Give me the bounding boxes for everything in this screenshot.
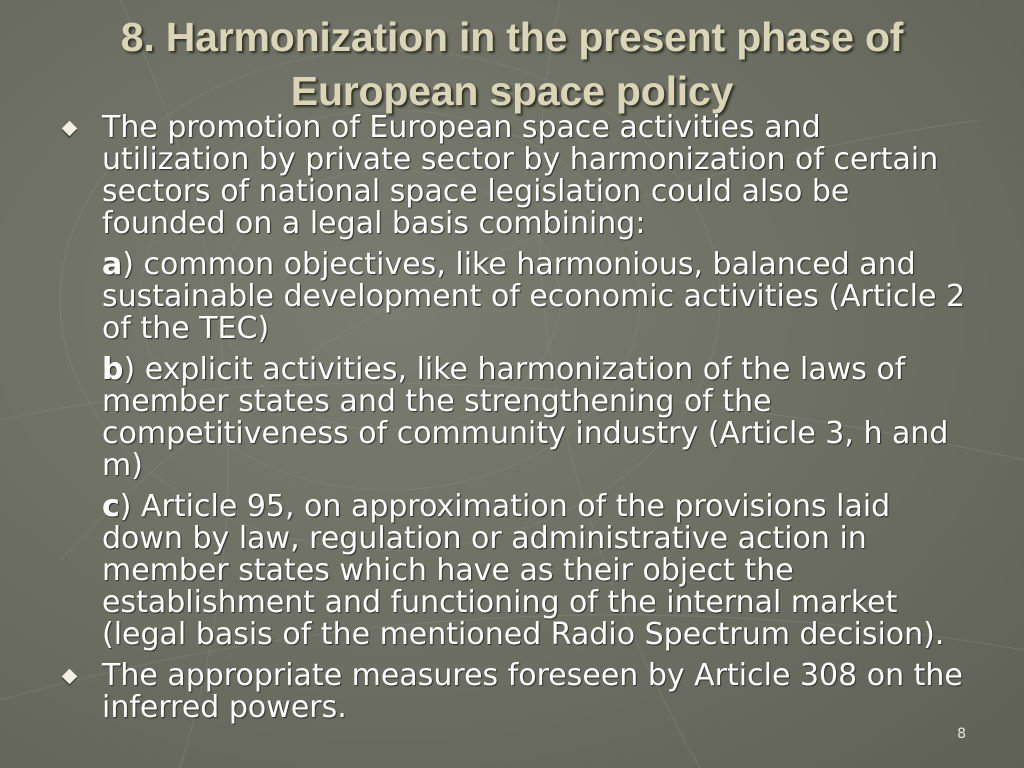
sub-item-a-text: ) common objectives, like harmonious, balanced and sustainable development of economic activities (Article 2 of the TEC) — [102, 247, 966, 346]
slide-body — [62, 112, 972, 724]
sub-item-b-text: ) explicit activities, like harmonization of the laws of member states and the strengthening of the competitiveness of community industry (Article 3, h and m) — [102, 352, 949, 483]
sub-item-a-letter: a — [102, 247, 123, 282]
sub-item-b — [62, 354, 972, 482]
sub-item-c-letter: c — [102, 489, 120, 524]
sub-item-c-text: ) Article 95, on approximation of the provisions laid down by law, regulation or administrative action in member states which have as their object the establishment and functioning of the internal market (legal basis of the mentioned Radio Spectrum decision). — [102, 489, 945, 652]
bullet-item-1 — [62, 112, 972, 240]
diamond-bullet-icon — [62, 121, 78, 137]
sub-item-b-letter: b — [102, 352, 124, 387]
bullet-item-2 — [62, 660, 972, 724]
sub-item-c — [62, 491, 972, 651]
slide-number: 8 — [957, 726, 966, 742]
slide-title — [0, 10, 1024, 118]
slide-title-line-2: European space policy — [290, 68, 734, 114]
bullet-1-text: The promotion of European space activities and utilization by private sector by harmonization of certain sectors of national space legislation could also be founded on a legal basis combining: — [102, 110, 939, 241]
diamond-bullet-icon — [62, 669, 78, 685]
slide-title-line-1: 8. Harmonization in the present phase of — [120, 14, 904, 60]
bullet-2-text: The appropriate measures foreseen by Article 308 on the inferred powers. — [102, 658, 963, 725]
sub-item-a — [62, 249, 972, 345]
